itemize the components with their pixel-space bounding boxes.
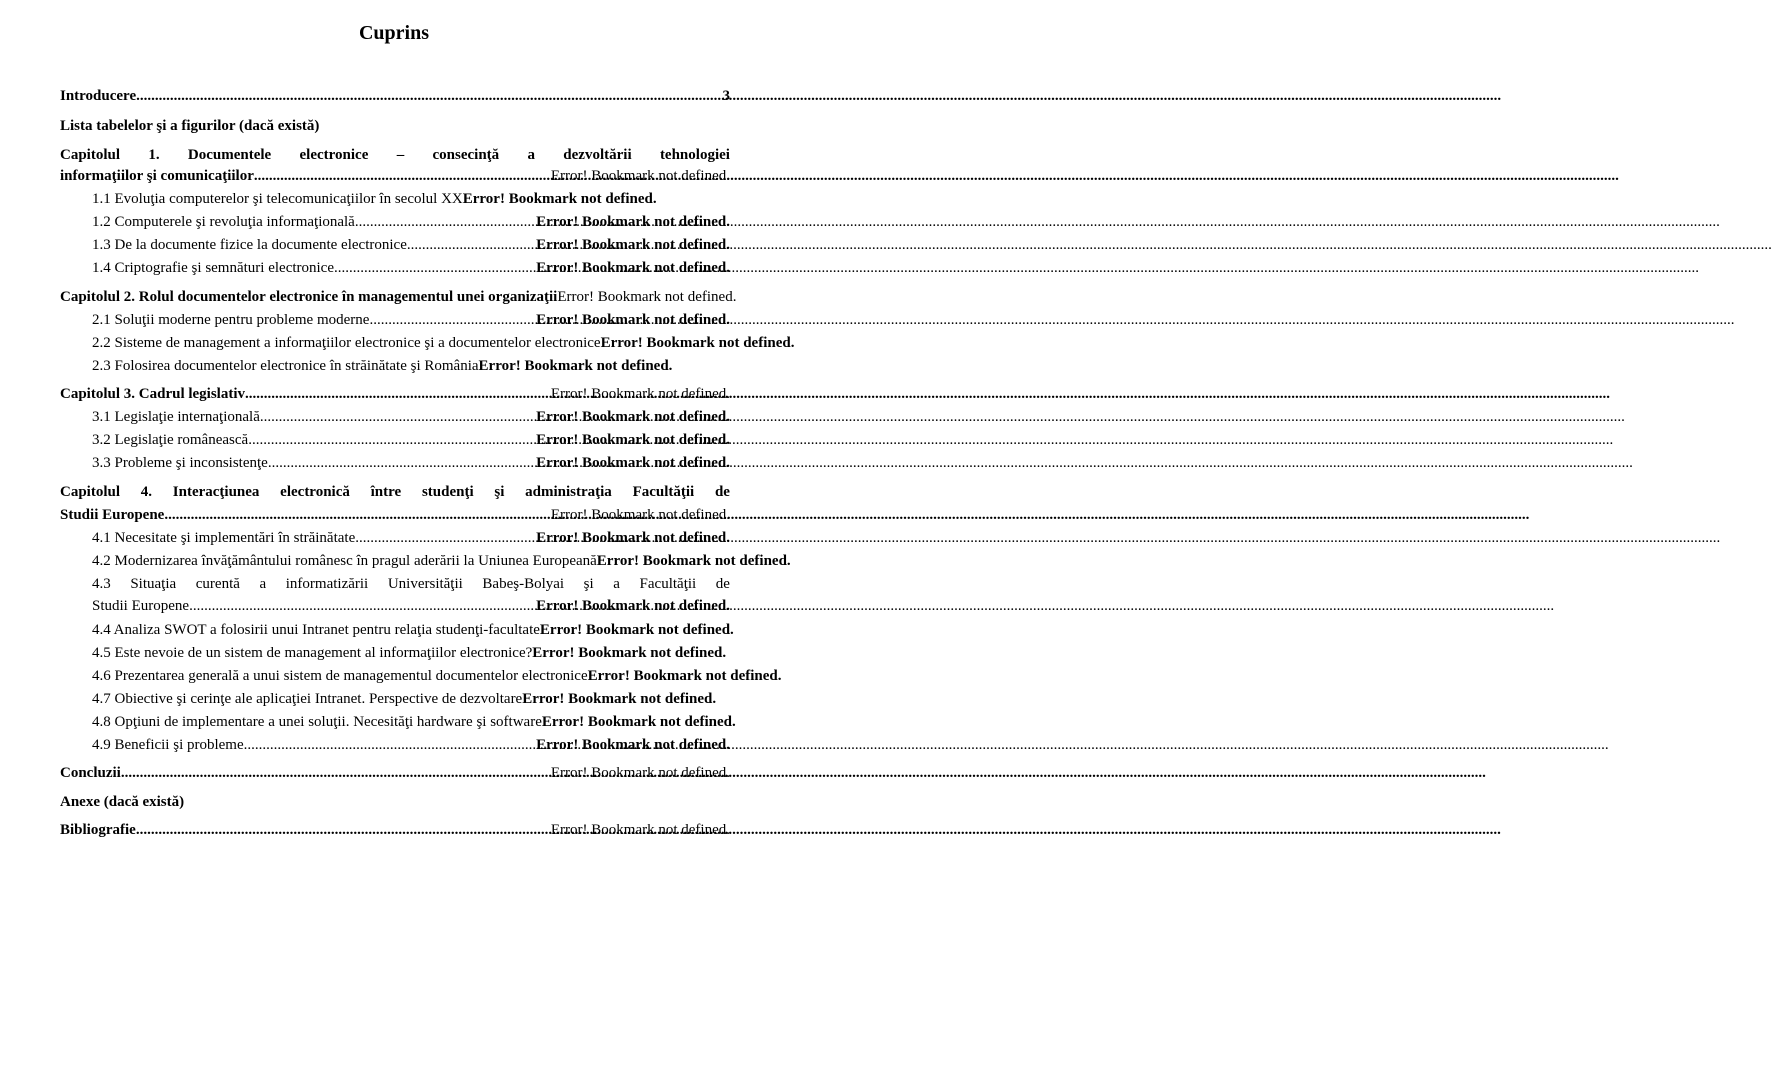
- dot-leader: [334, 258, 536, 278]
- bookmark-error: Error! Bookmark not defined.: [600, 335, 795, 351]
- toc-entry-2-1: [92, 310, 730, 330]
- entry-text: 3.3 Probleme şi inconsistenţe: [92, 455, 268, 471]
- bookmark-error: Error! Bookmark not defined.: [550, 386, 730, 402]
- word: Babeş-Bolyai: [482, 576, 565, 592]
- word: Capitolul: [60, 484, 121, 500]
- bookmark-error: Error! Bookmark not defined.: [522, 691, 717, 707]
- word: Documentele: [187, 147, 272, 163]
- word: a: [259, 576, 267, 592]
- toc-entry-1-3: [92, 235, 730, 255]
- entry-text: 2.3 Folosirea documentelor electronice în străinătate şi România: [92, 358, 479, 374]
- word: şi: [494, 484, 505, 500]
- entry-text: 4.6 Prezentarea generală a unui sistem de managementul documentelor electronice: [92, 668, 588, 684]
- word: şi: [583, 576, 594, 592]
- word: electronice: [299, 147, 369, 163]
- word: de: [715, 576, 730, 592]
- toc-entry-concluzii: [60, 763, 730, 783]
- toc-entry-4-8: [92, 712, 736, 732]
- page-number: 3: [722, 88, 730, 104]
- toc-entry-4-5: [92, 643, 730, 663]
- entry-text: Bibliografie: [60, 822, 136, 838]
- entry-text: Concluzii: [60, 765, 121, 781]
- word: Situaţia: [130, 576, 177, 592]
- bookmark-error: Error! Bookmark not defined.: [536, 260, 730, 276]
- toc-entry-4-6: [92, 666, 782, 686]
- dot-leader: [121, 763, 551, 783]
- toc-entry-4-7: [92, 689, 730, 709]
- toc-page: [0, 0, 795, 1086]
- entry-text: 2.1 Soluţii moderne pentru probleme moderne: [92, 312, 370, 328]
- word: Facultăţii: [632, 484, 695, 500]
- word: informatizării: [285, 576, 369, 592]
- dot-leader: [355, 528, 536, 548]
- dot-leader: [136, 820, 551, 840]
- word: administraţia: [525, 484, 612, 500]
- bookmark-error: Error! Bookmark not defined.: [478, 358, 673, 374]
- toc-entry-introducere: [60, 86, 730, 106]
- entry-text: 4.2 Modernizarea învăţământului românesc în pragul aderării la Uniunea Europeană: [92, 553, 597, 569]
- bookmark-error: Error! Bookmark not defined.: [532, 645, 727, 661]
- justified-heading-line: [60, 482, 730, 502]
- dot-leader: [244, 735, 536, 755]
- dot-leader: [248, 430, 536, 450]
- toc-entry-4-1: [92, 528, 730, 548]
- entry-text: Studii Europene: [92, 598, 190, 614]
- bookmark-error: Error! Bookmark not defined.: [536, 312, 730, 328]
- entry-text: Studii Europene: [60, 507, 165, 523]
- bookmark-error: Error! Bookmark not defined.: [557, 289, 737, 305]
- dot-leader: [245, 384, 551, 404]
- bookmark-error: Error! Bookmark not defined.: [541, 714, 736, 730]
- entry-text: Capitolul 2. Rolul documentelor electronice în managementul unei organizaţii: [60, 289, 558, 305]
- toc-entry-capitolul-1: [60, 145, 730, 165]
- dot-leader: [254, 166, 551, 186]
- entry-text: 4.7 Obiective şi cerinţe ale aplicaţiei Intranet. Perspective de dezvoltare: [92, 691, 523, 707]
- dot-leader: [189, 596, 536, 616]
- dot-leader: [164, 505, 551, 525]
- word: de: [714, 484, 730, 500]
- toc-entry-2-3: [92, 356, 730, 376]
- entry-text: 2.2 Sisteme de management a informaţiilor electronice şi a documentelor electronice: [92, 335, 601, 351]
- word: între: [370, 484, 402, 500]
- toc-entry-bibliografie: [60, 820, 730, 840]
- entry-text: 4.8 Opţiuni de implementare a unei soluţii. Necesităţi hardware şi software: [92, 714, 542, 730]
- dot-leader: [407, 235, 536, 255]
- word: Facultăţii: [639, 576, 697, 592]
- word: a: [527, 147, 535, 163]
- entry-text: 1.2 Computerele şi revoluţia informaţională: [92, 214, 355, 230]
- toc-entry-capitolul-3: [60, 384, 730, 404]
- bookmark-error: Error! Bookmark not defined.: [550, 822, 730, 838]
- bookmark-error: Error! Bookmark not defined.: [536, 214, 730, 230]
- toc-entry-lista-tabelelor: [60, 116, 730, 136]
- word: Interacţiunea: [172, 484, 260, 500]
- word: 1.: [148, 147, 160, 163]
- justified-entry-line: [92, 574, 730, 594]
- toc-entry-capitolul-2: [60, 287, 737, 307]
- entry-text: 4.9 Beneficii şi probleme: [92, 737, 244, 753]
- bookmark-error: Error! Bookmark not defined.: [539, 622, 734, 638]
- word: 4.: [140, 484, 153, 500]
- bookmark-error: Error! Bookmark not defined.: [550, 507, 730, 523]
- toc-entry-3-3: [92, 453, 730, 473]
- word: studenţi: [421, 484, 474, 500]
- toc-entry-capitolul-4: [60, 482, 730, 502]
- toc-entry-1-4: [92, 258, 730, 278]
- dot-leader: [136, 86, 722, 106]
- word: Capitolul: [60, 147, 121, 163]
- dot-leader: [369, 310, 536, 330]
- word: electronică: [280, 484, 350, 500]
- toc-entry-1-1: [92, 189, 730, 209]
- word: 4.3: [92, 576, 111, 592]
- entry-text: 3.2 Legislaţie românească: [92, 432, 249, 448]
- entry-text: Introducere: [60, 88, 137, 104]
- bookmark-error: Error! Bookmark not defined.: [596, 553, 791, 569]
- toc-entry-4-4: [92, 620, 734, 640]
- word: tehnologiei: [659, 147, 730, 163]
- toc-entry-4-9: [92, 735, 730, 755]
- bookmark-error: Error! Bookmark not defined.: [536, 455, 730, 471]
- entry-text: 1.1 Evoluţia computerelor şi telecomunicaţiilor în secolul XX: [92, 191, 463, 207]
- toc-entry-4-2: [92, 551, 791, 571]
- bookmark-error: Error! Bookmark not defined.: [550, 765, 730, 781]
- toc-entry-4-3: [92, 574, 730, 594]
- word: –: [396, 147, 405, 163]
- word: curentă: [195, 576, 240, 592]
- toc-entry-3-1: [92, 407, 730, 427]
- entry-text: 1.3 De la documente fizice la documente electronice: [92, 237, 407, 253]
- toc-entry-capitolul-1-cont: [60, 166, 730, 186]
- bookmark-error: Error! Bookmark not defined.: [462, 191, 657, 207]
- toc-entry-capitolul-4-cont: [60, 505, 730, 525]
- bookmark-error: Error! Bookmark not defined.: [536, 530, 730, 546]
- bookmark-error: Error! Bookmark not defined.: [536, 237, 730, 253]
- word: a: [613, 576, 620, 592]
- entry-text: Anexe (dacă există): [60, 794, 185, 810]
- entry-text: 4.4 Analiza SWOT a folosirii unui Intranet pentru relaţia studenţi-facultate: [92, 622, 540, 638]
- bookmark-error: Error! Bookmark not defined.: [536, 409, 730, 425]
- entry-text: 4.1 Necesitate şi implementări în străinătate: [92, 530, 356, 546]
- dot-leader: [355, 212, 536, 232]
- word: Universităţii: [387, 576, 463, 592]
- bookmark-error: Error! Bookmark not defined.: [536, 432, 730, 448]
- dot-leader: [260, 407, 536, 427]
- entry-text: Capitolul 3. Cadrul legislativ: [60, 386, 246, 402]
- entry-text: 1.4 Criptografie şi semnături electronice: [92, 260, 334, 276]
- bookmark-error: Error! Bookmark not defined.: [536, 737, 730, 753]
- entry-text: informaţiilor şi comunicaţiilor: [60, 168, 254, 184]
- toc-entry-2-2: [92, 333, 795, 353]
- word: consecinţă: [432, 147, 500, 163]
- toc-entry-1-2: [92, 212, 730, 232]
- justified-heading-line: [60, 145, 730, 165]
- toc-entry-3-2: [92, 430, 730, 450]
- bookmark-error: Error! Bookmark not defined.: [536, 598, 730, 614]
- entry-text: Lista tabelelor şi a figurilor (dacă există): [60, 118, 320, 134]
- entry-text: 3.1 Legislaţie internaţională: [92, 409, 260, 425]
- toc-entry-anexe: [60, 792, 730, 812]
- bookmark-error: Error! Bookmark not defined.: [550, 168, 730, 184]
- dot-leader: [268, 453, 536, 473]
- word: dezvoltării: [563, 147, 632, 163]
- toc-title: Cuprins: [358, 22, 430, 44]
- toc-entry-4-3-cont: [92, 596, 730, 616]
- bookmark-error: Error! Bookmark not defined.: [587, 668, 782, 684]
- entry-text: 4.5 Este nevoie de un sistem de management al informaţiilor electronice?: [92, 645, 533, 661]
